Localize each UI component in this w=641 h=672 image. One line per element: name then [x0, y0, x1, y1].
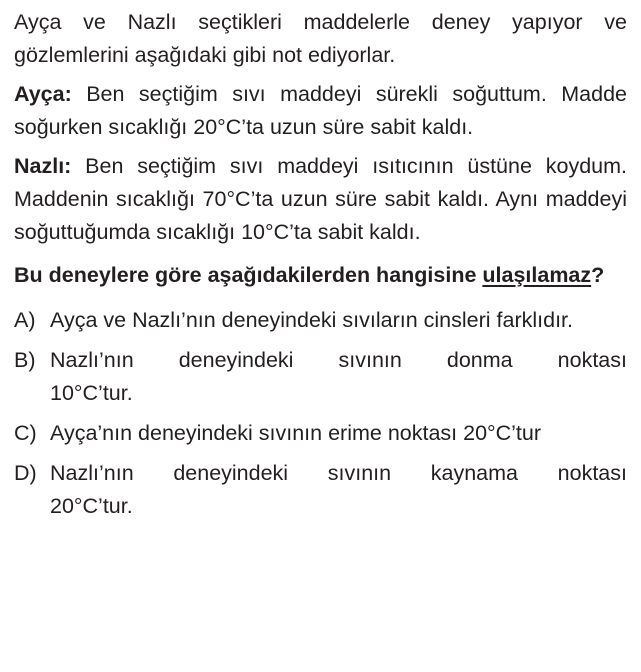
speaker-ayca: Ayça: — [14, 82, 72, 106]
question-stem — [14, 259, 627, 292]
statement-nazli — [14, 150, 627, 249]
intro-paragraph: Ayça ve Nazlı seçtikleri maddelerle deney yapıyor ve gözlemlerini aşağıdaki gibi not ediyorlar. — [14, 10, 627, 67]
option-b-letter: B) — [14, 348, 36, 372]
option-a[interactable] — [14, 304, 627, 337]
option-a-text: Ayça ve Nazlı’nın deneyindeki sıvıların cinsleri farklıdır. — [50, 308, 574, 332]
speaker-nazli: Nazlı: — [14, 154, 72, 178]
option-d-letter: D) — [14, 461, 37, 485]
option-b-text-block — [50, 344, 627, 410]
statement-nazli-text: Ben seçtiğim sıvı maddeyi ısıtıcının üstüne koydum. Maddenin sıcaklığı 70°C’ta uzun süre sabit kaldı. Aynı maddeyi soğuttuğumda sıcaklığı 10°C’ta sabit kaldı. — [14, 154, 627, 244]
question-underlined-word: ulaşılamaz — [482, 263, 592, 287]
option-a-letter: A) — [14, 308, 36, 332]
option-d-text-line1: Nazlı’nın deneyindeki sıvının kaynama noktası — [50, 461, 627, 485]
question-text: Bu deneylere göre aşağıdakilerden hangisine — [14, 263, 483, 287]
option-b-text-line1: Nazlı’nın deneyindeki sıvının donma noktası — [50, 348, 627, 372]
option-d[interactable] — [14, 457, 627, 523]
answer-options — [14, 304, 627, 523]
statement-ayca — [14, 78, 627, 144]
option-b-text-line2: 10°C’tur. — [50, 381, 133, 405]
option-b[interactable] — [14, 344, 627, 410]
option-d-text-line2: 20°C’tur. — [50, 494, 133, 518]
option-c[interactable] — [14, 417, 627, 450]
option-c-text: Ayça’nın deneyindeki sıvının erime noktası 20°C’tur — [50, 421, 542, 445]
option-c-letter: C) — [14, 421, 37, 445]
question-mark: ? — [591, 263, 605, 287]
statement-ayca-text: Ben seçtiğim sıvı maddeyi sürekli soğuttum. Madde soğurken sıcaklığı 20°C’ta uzun süre sabit kaldı. — [14, 82, 627, 139]
option-d-text-block — [50, 457, 627, 523]
